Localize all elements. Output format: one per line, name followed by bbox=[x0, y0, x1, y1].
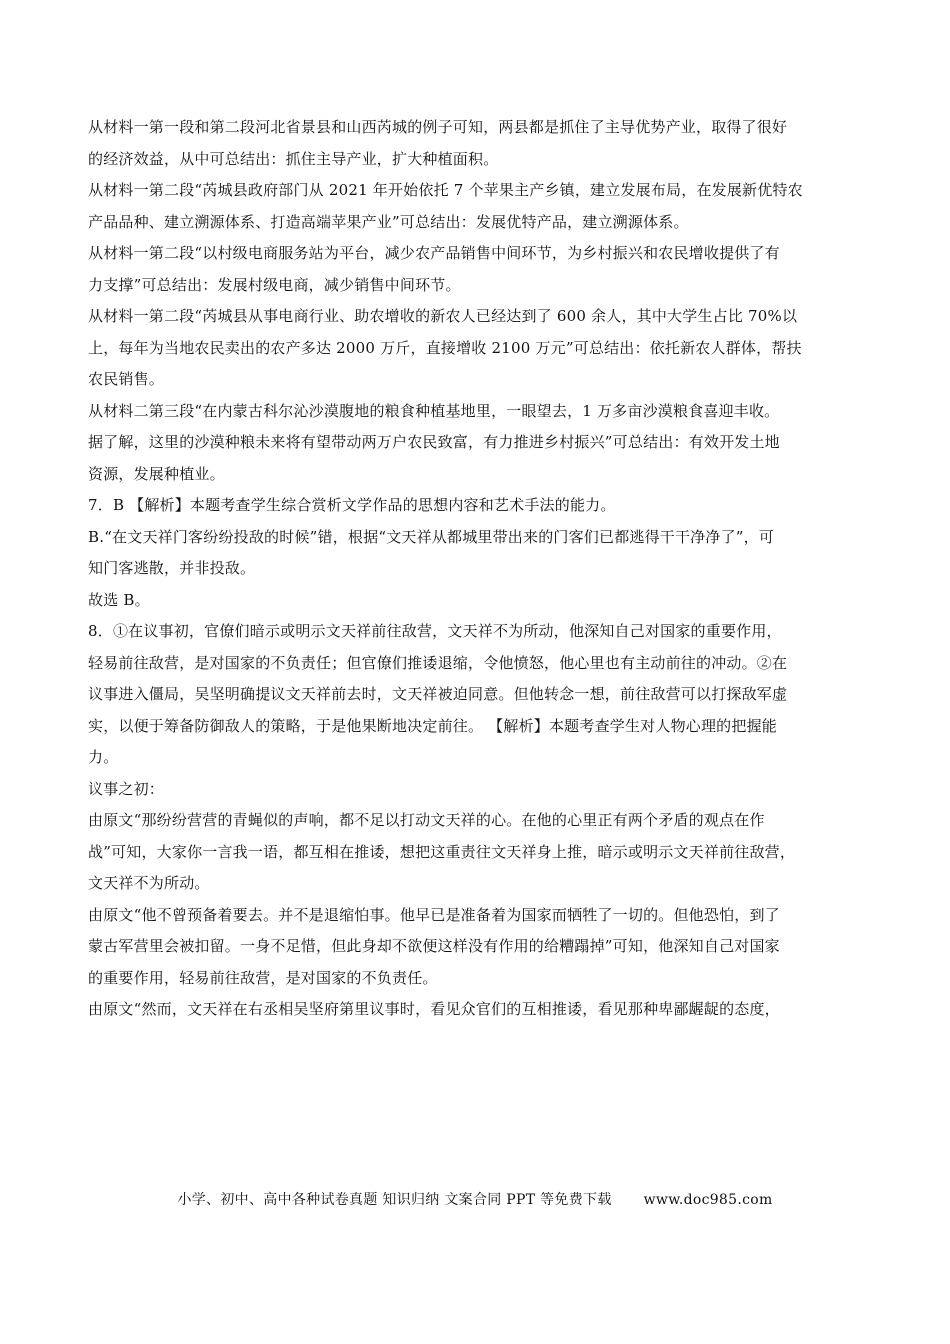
text-line: 蒙古军营里会被扣留。一身不足惜，但此身却不欲便这样没有作用的给糟蹋掉”可知，他深知自己对国家 bbox=[88, 937, 780, 955]
footer-site-link[interactable]: www.doc985.com bbox=[643, 1192, 773, 1208]
text-line: 轻易前往敌营，是对国家的不负责任；但官僚们推诿退缩，令他愤怒，他心里也有主动前往的冲动。②在 bbox=[88, 653, 788, 672]
text-line: 战”可知，大家你一言我一语，都互相在推诿，想把这重责往文天祥身上推，暗示或明示文天祥前往敌营， bbox=[88, 842, 796, 861]
text-line: 从材料一第二段“以村级电商服务站为平台，减少农产品销售中间环节，为乡村振兴和农民增收提供了有 bbox=[88, 244, 780, 262]
text-line: 知门客逃散，并非投敌。 bbox=[88, 559, 256, 577]
text-line: 资源，发展种植业。 bbox=[88, 464, 225, 483]
text-line: 力支撑”可总结出：发展村级电商，减少销售中间环节。 bbox=[88, 275, 461, 294]
paragraph bbox=[88, 774, 864, 806]
paragraph bbox=[88, 522, 864, 585]
paragraph bbox=[88, 112, 864, 175]
text-line: 农民销售。 bbox=[88, 370, 165, 388]
text-line: 从材料一第二段“芮城县从事电商行业、助农增收的新农人已经达到了 600 余人，其中大学生占比 70%以 bbox=[88, 307, 798, 325]
paragraph bbox=[88, 238, 864, 301]
text-line: B.“在文天祥门客纷纷投敌的时候”错，根据“文天祥从都城里带出来的门客们已都逃得干干净净了”，可 bbox=[88, 527, 775, 546]
text-line: 故选 B。 bbox=[88, 590, 150, 609]
text-line: 议事之初： bbox=[88, 779, 165, 798]
paragraph bbox=[88, 490, 864, 522]
paragraph bbox=[88, 301, 864, 396]
text-line: 据了解，这里的沙漠种粮未来将有望带动两万户农民致富，有力推进乡村振兴”可总结出：有效开发土地 bbox=[88, 433, 780, 451]
text-line: 力。 bbox=[88, 748, 119, 766]
paragraph bbox=[88, 900, 864, 995]
text-line: 8．①在议事初，官僚们暗示或明示文天祥前往敌营，文天祥不为所动，他深知自己对国家的重要作用， bbox=[88, 622, 782, 640]
text-line: 7．B 【解析】本题考查学生综合赏析文学作品的思想内容和艺术手法的能力。 bbox=[88, 496, 616, 514]
paragraph bbox=[88, 994, 864, 1026]
page-footer bbox=[0, 1190, 950, 1210]
text-line: 从材料一第一段和第二段河北省景县和山西芮城的例子可知，两县都是抓住了主导优势产业，取得了很好 bbox=[88, 118, 788, 136]
text-line: 实，以便于筹备防御敌人的策略，于是他果断地决定前往。 【解析】本题考查学生对人物心理的把握能 bbox=[88, 716, 777, 735]
text-line: 的重要作用，轻易前往敌营，是对国家的不负责任。 bbox=[88, 968, 438, 987]
text-line: 产品品种、建立溯源体系、打造高端苹果产业”可总结出：发展优特产品，建立溯源体系。 bbox=[88, 212, 689, 231]
text-line: 由原文“他不曾预备着要去。并不是退缩怕事。他早已是准备着为国家而牺牲了一切的。但他恐怕，到了 bbox=[88, 905, 780, 924]
text-line: 议事进入僵局，吴坚明确提议文天祥前去时，文天祥被迫同意。但他转念一想，前往敌营可以打探敌军虚 bbox=[88, 685, 788, 703]
text-line: 的经济效益，从中可总结出：抓住主导产业，扩大种植面积。 bbox=[88, 149, 499, 168]
text-line: 文天祥不为所动。 bbox=[88, 874, 210, 892]
text-line: 由原文“那纷纷营营的青蝇似的声响，都不足以打动文天祥的心。在他的心里正有两个矛盾的观点在作 bbox=[88, 811, 765, 829]
text-line: 从材料二第三段“在内蒙古科尔沁沙漠腹地的粮食种植基地里，一眼望去，1 万多亩沙漠粮食喜迎丰收。 bbox=[88, 401, 780, 420]
paragraph bbox=[88, 585, 864, 617]
document-body bbox=[88, 112, 864, 1026]
paragraph bbox=[88, 616, 864, 774]
text-line: 从材料一第二段“芮城县政府部门从 2021 年开始依托 7 个苹果主产乡镇，建立发展布局，在发展新优特农 bbox=[88, 181, 803, 199]
paragraph bbox=[88, 396, 864, 491]
footer-text: 小学、初中、高中各种试卷真题 知识归纳 文案合同 PPT 等免费下载 bbox=[177, 1192, 612, 1208]
paragraph bbox=[88, 175, 864, 238]
text-line: 由原文“然而，文天祥在右丞相吴坚府第里议事时，看见众官们的互相推诿，看见那种卑鄙龌龊的态度， bbox=[88, 1000, 780, 1018]
text-line: 上，每年为当地农民卖出的农产多达 2000 万斤，直接增收 2100 万元”可总结出：依托新农人群体，帮扶 bbox=[88, 338, 802, 357]
paragraph bbox=[88, 805, 864, 900]
